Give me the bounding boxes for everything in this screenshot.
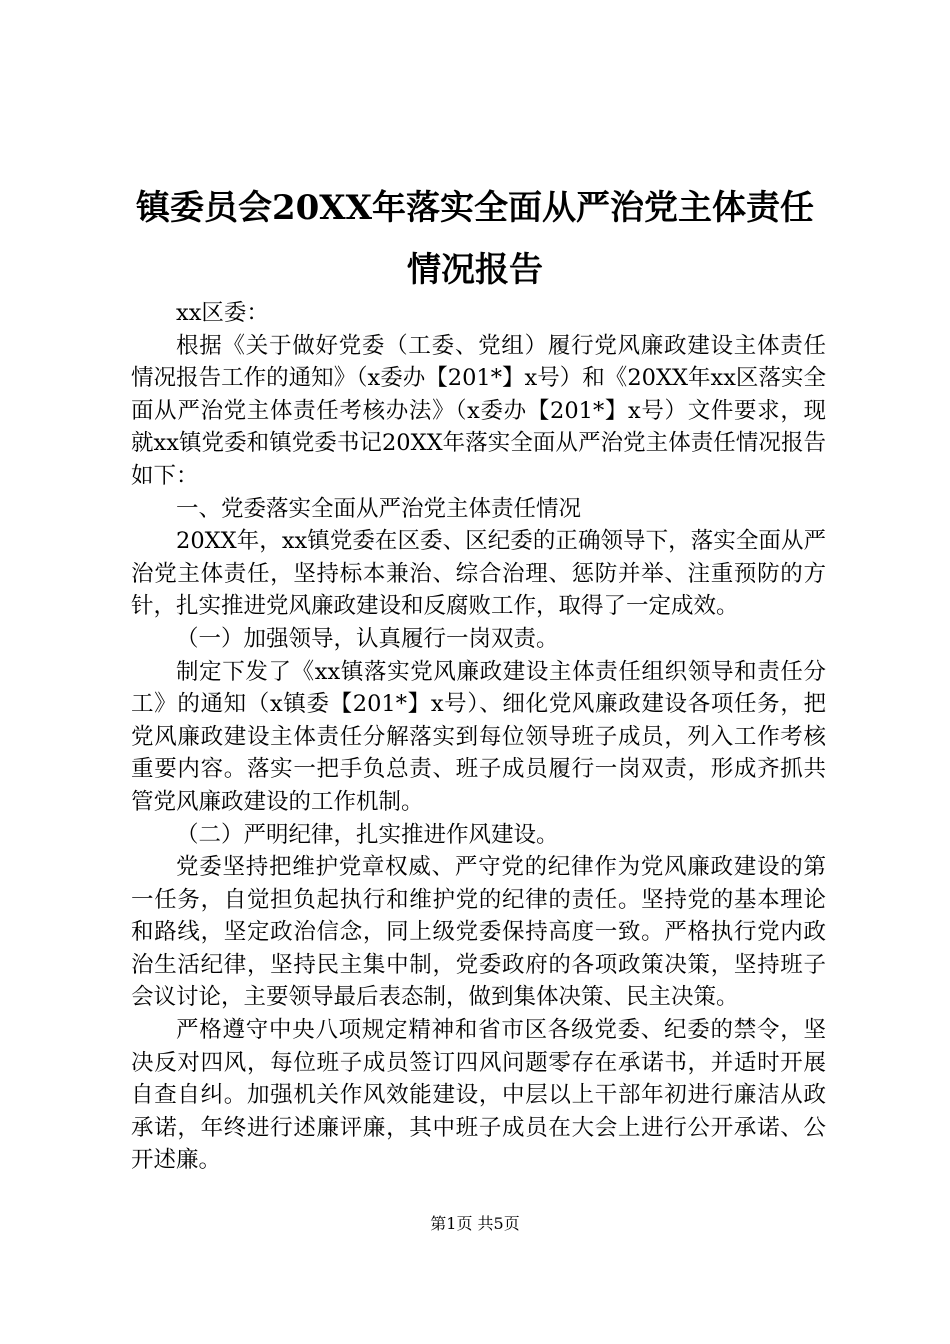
paragraph-overview: 20XX年，xx镇党委在区委、区纪委的正确领导下，落实全面从严治党主体责任，坚持标本兼治、综合治理、惩防并举、注重预防的方针，扎实推进党风廉政建设和反腐败工作，取得了一定成效。 bbox=[131, 528, 826, 620]
subsection-heading-2: （二）严明纪律，扎实推进作风建设。 bbox=[176, 821, 559, 848]
paragraph-leadership: 制定下发了《xx镇落实党风廉政建设主体责任组织领导和责任分工》的通知（x镇委【201*】x号）、细化党风廉政建设各项任务，把党风廉政建设主体责任分解落实到每位领导班子成员，列入工作考核重要内容。落实一把手负总责、班子成员履行一岗双责，形成齐抓共管党风廉政建设的工作机制。 bbox=[131, 658, 826, 815]
subsection-heading-1: （一）加强领导，认真履行一岗双责。 bbox=[176, 625, 559, 652]
document-title-line-2: 情况报告 bbox=[407, 250, 543, 290]
paragraph-style: 严格遵守中央八项规定精神和省市区各级党委、纪委的禁令，坚决反对四风，每位班子成员签订四风问题零存在承诺书，并适时开展自查自纠。加强机关作风效能建设，中层以上干部年初进行廉洁从政承诺，年终进行述廉评廉，其中班子成员在大会上进行公开承诺、公开述廉。 bbox=[131, 1017, 826, 1174]
paragraph-discipline: 党委坚持把维护党章权威、严守党的纪律作为党风廉政建设的第一任务，自觉担负起执行和维护党的纪律的责任。坚持党的基本理论和路线，坚定政治信念，同上级党委保持高度一致。严格执行党内政治生活纪律，坚持民主集中制，党委政府的各项政策决策，坚持班子会议讨论，主要领导最后表态制，做到集体决策、民主决策。 bbox=[131, 854, 826, 1011]
salutation: xx区委： bbox=[176, 300, 269, 326]
section-heading-1: 一、党委落实全面从严治党主体责任情况 bbox=[176, 495, 582, 522]
paragraph-intro: 根据《关于做好党委（工委、党组）履行党风廉政建设主体责任情况报告工作的通知》（x委办【201*】x号）和《20XX年xx区落实全面从严治党主体责任考核办法》（x委办【201*】x号）文件要求，现就xx镇党委和镇党委书记20XX年落实全面从严治党主体责任情况报告如下： bbox=[131, 332, 826, 489]
page-footer: 第1页 共5页 bbox=[430, 1214, 520, 1233]
document-body bbox=[131, 297, 826, 1177]
document-title-line-1: 镇委员会20XX年落实全面从严治党主体责任 bbox=[135, 188, 815, 228]
